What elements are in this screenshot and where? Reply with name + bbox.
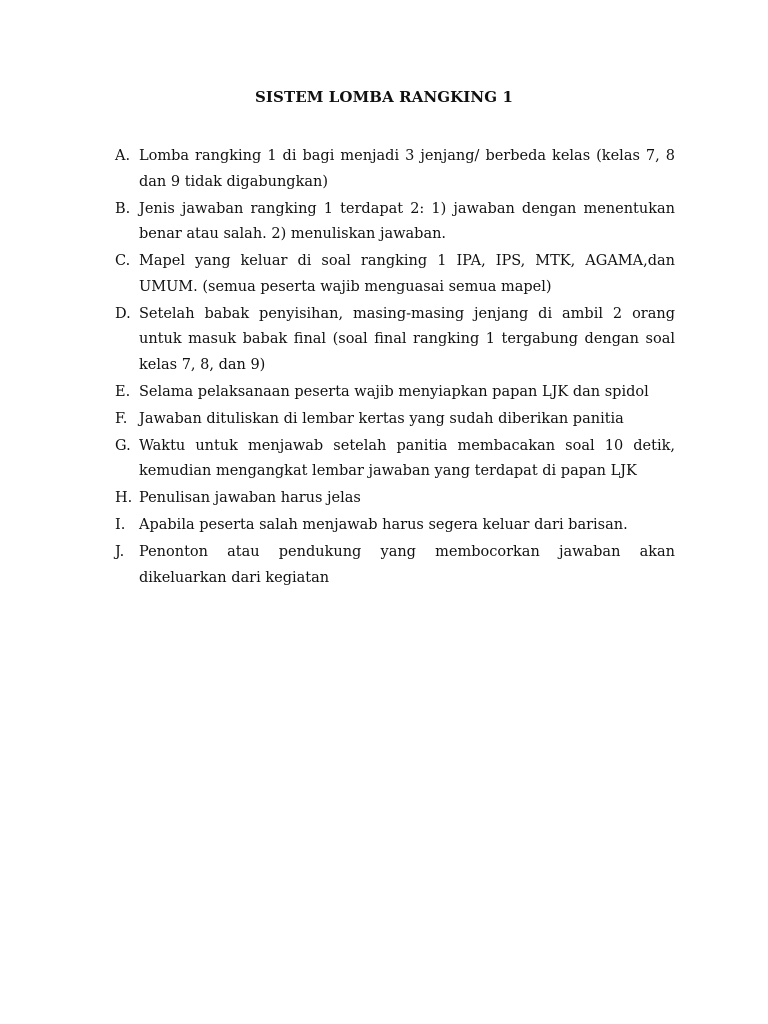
rule-marker: J. [115, 544, 125, 560]
rule-item-d [115, 302, 675, 379]
rule-marker: B. [115, 200, 131, 217]
rule-text: Lomba rangking 1 di bagi menjadi 3 jenjang/ berbeda kelas (kelas 7, 8 dan 9 tidak digabungkan) [139, 148, 675, 190]
rule-marker: D. [115, 305, 131, 322]
rule-marker: I. [115, 517, 126, 533]
rule-item-f [115, 407, 675, 433]
rule-item-b [115, 197, 675, 248]
rule-text: Apabila peserta salah menjawab harus segera keluar dari barisan. [139, 517, 628, 533]
rule-marker: E. [115, 383, 131, 400]
rule-text: Penonton atau pendukung yang membocorkan jawaban akan dikeluarkan dari kegiatan [139, 544, 675, 586]
rules-list [115, 144, 675, 593]
rule-marker: F. [115, 410, 128, 427]
rule-text: Jawaban dituliskan di lembar kertas yang sudah diberikan panitia [139, 410, 624, 427]
rule-item-e [115, 380, 675, 406]
rule-item-c [115, 249, 675, 300]
rule-item-i [115, 513, 675, 539]
rule-text: Waktu untuk menjawab setelah panitia membacakan soal 10 detik, kemudian mengangkat lembar jawaban yang terdapat di papan LJK [139, 437, 675, 479]
rule-item-j [115, 540, 675, 591]
rule-text: Mapel yang keluar di soal rangking 1 IPA, IPS, MTK, AGAMA,dan UMUM. (semua peserta wajib menguasai semua mapel) [139, 253, 675, 295]
rule-text: Selama pelaksanaan peserta wajib menyiapkan papan LJK dan spidol [139, 383, 649, 400]
rule-marker: C. [115, 253, 131, 269]
document-title: SISTEM LOMBA RANGKING 1 [254, 88, 514, 106]
rule-marker: H. [115, 490, 133, 506]
rule-marker: G. [115, 437, 131, 454]
rule-item-g [115, 434, 675, 485]
rule-text: Setelah babak penyisihan, masing-masing jenjang di ambil 2 orang untuk masuk babak final (soal final rangking 1 tergabung dengan soal kelas 7, 8, dan 9) [139, 305, 675, 373]
rule-text: Jenis jawaban rangking 1 terdapat 2: 1) jawaban dengan menentukan benar atau salah. 2) menuliskan jawaban. [139, 200, 675, 242]
rule-text: Penulisan jawaban harus jelas [139, 490, 361, 506]
rule-marker: A. [115, 148, 131, 164]
rule-item-a [115, 144, 675, 195]
rule-item-h [115, 486, 675, 512]
